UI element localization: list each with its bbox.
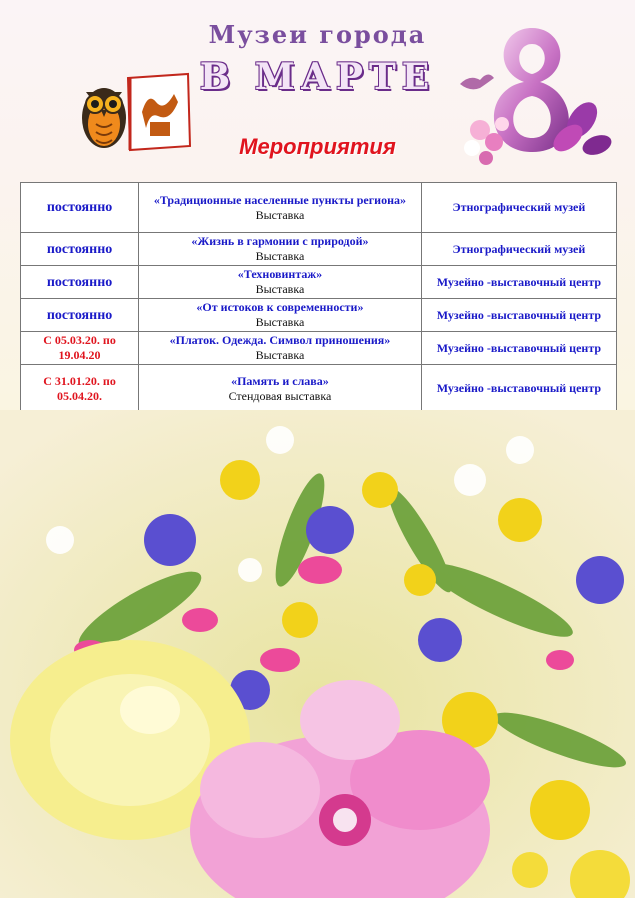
event-venue: Этнографический музей xyxy=(421,183,616,233)
march-eight-decoration-icon xyxy=(452,20,612,170)
event-date: С 05.03.20. по 19.04.20 xyxy=(21,332,139,365)
table-row xyxy=(21,365,617,413)
event-date: постоянно xyxy=(21,183,139,233)
event-venue: Музейно -выставочный центр xyxy=(421,266,616,299)
event-type: Выставка xyxy=(255,282,305,296)
event-venue: Музейно -выставочный центр xyxy=(421,299,616,332)
bird-icon xyxy=(460,74,494,89)
table-row xyxy=(21,233,617,266)
table-row xyxy=(21,266,617,299)
owl-icon xyxy=(82,88,126,148)
event-title: «Память и слава» xyxy=(231,373,329,388)
event-title: «Платок. Одежда. Символ приношения» xyxy=(169,333,391,347)
event-type: Выставка xyxy=(255,249,305,263)
event-cell xyxy=(139,233,422,266)
event-cell xyxy=(139,365,422,413)
page-title-month: В МАРТЕ xyxy=(199,56,436,98)
event-title: «Традиционные населенные пункты региона» xyxy=(153,192,407,207)
event-cell xyxy=(139,266,422,299)
table-row xyxy=(21,299,617,332)
header xyxy=(0,0,635,180)
section-subtitle: Мероприятия xyxy=(239,134,396,159)
flower-bouquet-image xyxy=(0,410,635,898)
event-cell xyxy=(139,332,422,365)
event-venue: Этнографический музей xyxy=(421,233,616,266)
event-cell xyxy=(139,299,422,332)
event-type: Выставка xyxy=(255,315,305,329)
event-title: «Техновинтаж» xyxy=(237,267,323,281)
table-row xyxy=(21,332,617,365)
flower-cluster-icon xyxy=(464,117,509,165)
page-title: Музеи города xyxy=(208,20,427,49)
museum-logo xyxy=(78,72,193,152)
event-type: Выставка xyxy=(255,207,305,222)
book-icon xyxy=(128,74,190,150)
event-date: постоянно xyxy=(21,233,139,266)
event-cell xyxy=(139,183,422,233)
event-date: постоянно xyxy=(21,266,139,299)
event-title: «От истоков к современности» xyxy=(196,300,364,314)
event-date: С 31.01.20. по 05.04.20. xyxy=(21,365,139,413)
event-title: «Жизнь в гармонии с природой» xyxy=(191,234,369,248)
event-venue: Музейно -выставочный центр xyxy=(421,332,616,365)
event-venue: Музейно -выставочный центр xyxy=(421,365,616,413)
table-row xyxy=(21,183,617,233)
event-type: Стендовая выставка xyxy=(228,388,332,403)
event-type: Выставка xyxy=(255,348,305,362)
events-table xyxy=(20,182,617,413)
event-date: постоянно xyxy=(21,299,139,332)
